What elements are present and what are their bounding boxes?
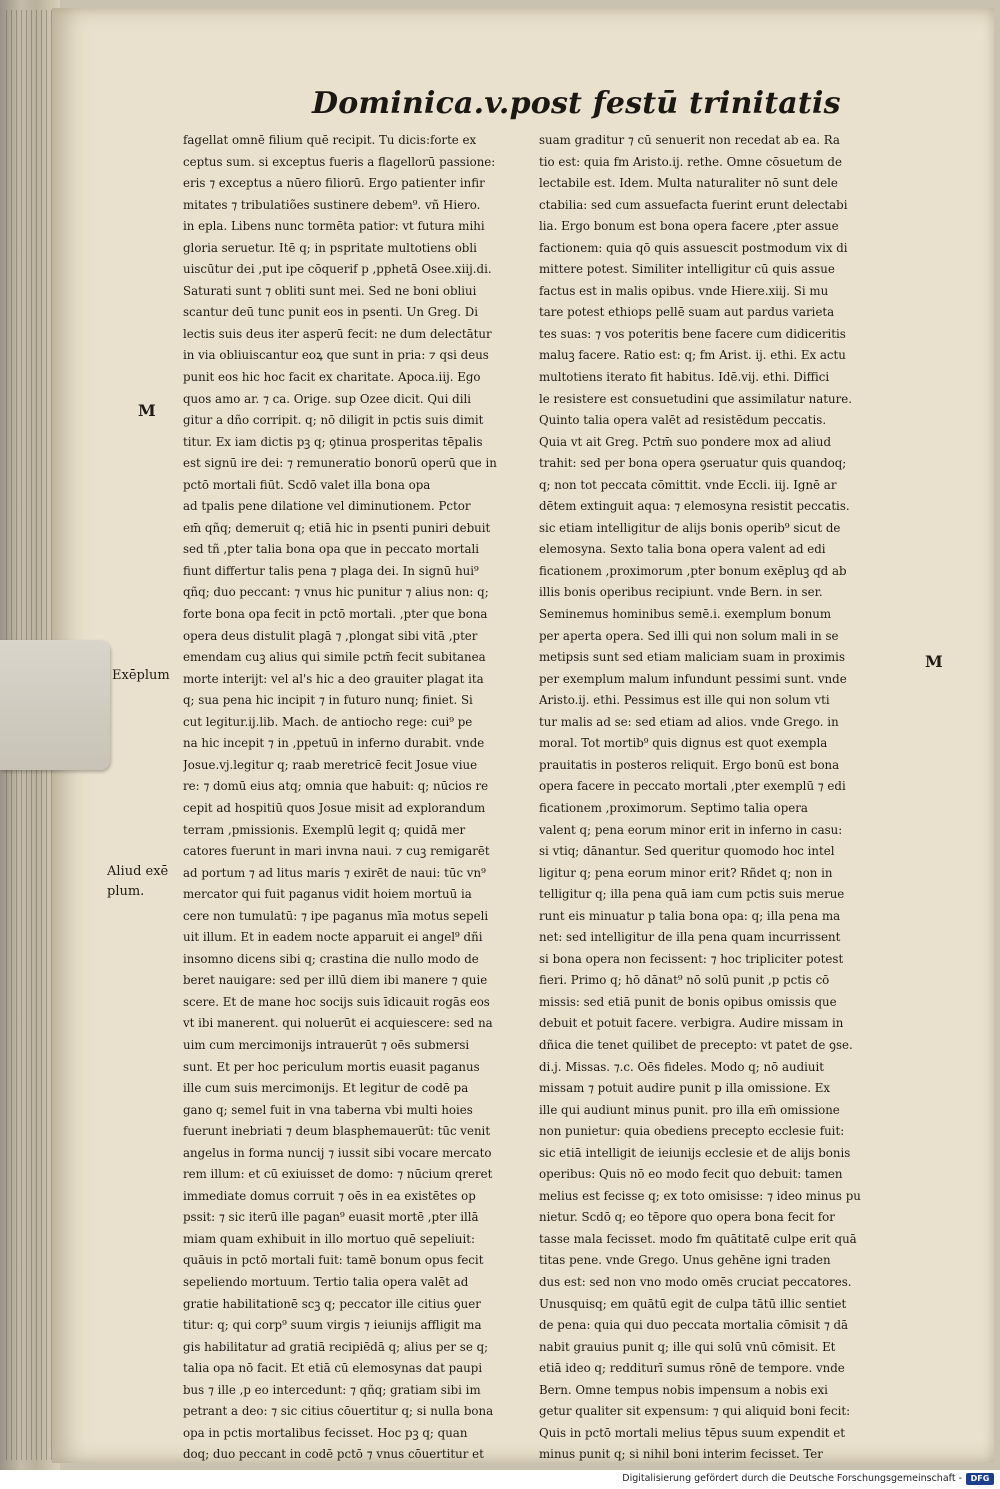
text-line: na hic incepit ⁊ in ,ppetuū in inferno durabit. vnde xyxy=(183,736,485,751)
text-line: em̄ qñq; demeruit q; etiā hic in psenti puniri debuit xyxy=(183,520,491,535)
text-line: gratie habilitationē scꝫ q; peccator ille citius ꝯuer xyxy=(183,1296,481,1311)
right-text-column xyxy=(539,130,904,1470)
text-line: metipsis sunt sed etiam maliciam suam in proximis xyxy=(539,650,845,665)
text-line: fuerunt inebriati ⁊ deum blasphemauerūt: tūc venit xyxy=(183,1124,491,1139)
text-line: gitur a dño corripit. q; nō diligit in pctis suis dimit xyxy=(183,413,484,428)
text-line: cut legitur.ij.lib. Mach. de antiocho rege: cui⁹ pe xyxy=(183,714,473,729)
text-line: titur: q; qui corp⁹ suum virgis ⁊ ieiunijs affligit ma xyxy=(183,1318,482,1333)
margin-note-m-left: M xyxy=(138,401,156,420)
text-line: mercator qui fuit paganus vidit hoiem mortuū ia xyxy=(183,887,472,902)
text-line: lectis suis deus iter asperū fecit: ne dum delectātur xyxy=(183,326,492,341)
text-line: multotiens iterato fit habitus. Idē.vij. ethi. Diffici xyxy=(539,370,830,385)
text-line: telligitur q; illa pena quā iam cum pctis suis merue xyxy=(539,887,845,902)
text-line: pssit: ⁊ sic iterū ille pagan⁹ euasit mortē ,pter illā xyxy=(183,1210,479,1225)
text-line: forte bona opa fecit in pctō mortali. ,pter que bona xyxy=(183,607,488,622)
text-line: minus punit q; si nihil boni interim fecisset. Ter xyxy=(539,1447,823,1462)
text-line: Quis in pctō mortali melius tēpus suum expendit et xyxy=(539,1425,845,1440)
text-line: tasse mala fecisset. modo fm quātitatē culpe erit quā xyxy=(539,1231,857,1246)
text-line: le resistere est consuetudini que assimilatur nature. xyxy=(539,391,852,406)
text-line: Saturati sunt ⁊ obliti sunt mei. Sed ne boni obliui xyxy=(183,283,477,298)
text-line: cere non tumulatū: ⁊ ipe paganus mīa motus sepeli xyxy=(183,908,489,923)
text-line: moral. Tot mortib⁹ quis dignus est quot exempla xyxy=(539,736,828,751)
text-line: titur. Ex iam dictis pꝫ q; ꝯtinua prosperitas tēpalis xyxy=(183,434,483,449)
text-line: missis: sed etiā punit de bonis opibus omissis que xyxy=(539,994,837,1009)
text-line: net: sed intelligitur de illa pena quam incurrissent xyxy=(539,930,841,945)
text-line: petrant a deo: ⁊ sic citius cōuertitur q; si nulla bona xyxy=(183,1404,494,1419)
text-line: dus est: sed non vno modo omēs cruciat peccatores. xyxy=(539,1274,852,1289)
text-line: tio est: quia fm Aristo.ij. rethe. Omne cōsuetum de xyxy=(539,154,842,169)
text-line: sic etiam intelligitur de alijs bonis operib⁹ sicut de xyxy=(539,520,841,535)
text-line: talia opa nō facit. Et etiā cū elemosynas dat paupi xyxy=(183,1361,483,1376)
text-line: in epla. Libens nunc tormēta patior: vt futura mihi xyxy=(183,219,485,234)
text-line: est signū ire dei: ⁊ remuneratio bonorū operū que in xyxy=(183,456,497,471)
text-line: prauitatis in posteros reliquit. Ergo bonū est bona xyxy=(539,757,840,772)
text-line: scantur deū tunc punit eos in psenti. Un Greg. Di xyxy=(183,305,479,320)
text-line: ficationem ,proximorum ,pter bonum exēpluꝫ qd ab xyxy=(539,563,847,578)
text-line: in via obliuiscantur eoꝝ que sunt in pria: ⁊ qsi deus xyxy=(183,348,489,363)
text-line: maluꝫ facere. Ratio est: q; fm Arist. ij. ethi. Ex actu xyxy=(539,348,846,363)
text-line: ad tpalis pene dilatione vel diminutionem. Pctor xyxy=(183,499,471,514)
text-line: quāuis in pctō mortali fuit: tamē bonum opus fecit xyxy=(183,1253,484,1268)
text-line: di.j. Missas. ⁊.c. Oēs fideles. Modo q; nō audiuit xyxy=(539,1059,825,1074)
text-line: fieri. Primo q; hō dānat⁹ nō solū punit ,p pctis cō xyxy=(539,973,830,988)
text-line: de pena: quia qui duo peccata mortalia cōmisit ⁊ dā xyxy=(539,1318,849,1333)
text-line: fagellat omnē filium quē recipit. Tu dicis:forte ex xyxy=(183,133,477,147)
text-line: opa in pctis mortalibus fecisset. Hoc pꝫ q; quan xyxy=(183,1425,468,1440)
text-line: Seminemus hominibus semē.i. exemplum bonum xyxy=(539,607,832,622)
text-line: ille qui audiunt minus punit. pro illa em̄ omissione xyxy=(539,1102,840,1117)
text-line: pctō mortali fiūt. Scdō valet illa bona opa xyxy=(183,477,431,492)
left-text-column xyxy=(183,130,548,1470)
text-line: opera facere in peccato mortali ,pter exemplū ⁊ edi xyxy=(539,779,846,794)
text-line: q; sua pena hic incipit ⁊ in futuro nunq; finiet. Si xyxy=(183,693,473,708)
text-line: dētem extinguit aqua: ⁊ elemosyna resistit peccatis. xyxy=(539,499,850,514)
text-line: ad portum ⁊ ad litus maris ⁊ exirēt de naui: tūc vn⁹ xyxy=(183,865,486,880)
text-line: bus ⁊ ille ,p eo intercedunt: ⁊ qñq; gratiam sibi im xyxy=(183,1382,481,1397)
margin-note-exemplum: Exēplum xyxy=(112,668,170,683)
text-line: Aristo.ij. ethi. Pessimus est ille qui non solum vti xyxy=(539,693,830,708)
text-line: q; non tot peccata cōmittit. vnde Eccli. iij. Ignē ar xyxy=(539,477,837,492)
dfg-logo: DFG xyxy=(966,1473,994,1485)
text-line: angelus in forma nuncij ⁊ iussit sibi vocare mercato xyxy=(183,1145,492,1160)
text-line: doq; duo peccant in codē pctō ⁊ vnus cōuertitur et xyxy=(183,1447,484,1462)
text-line: opera deus distulit plagā ⁊ ,plongat sibi vitā ,pter xyxy=(183,628,478,643)
text-line: miam quam exhibuit in illo mortuo quē sepeliuit: xyxy=(183,1231,475,1246)
text-line: vt ibi manerent. qui noluerūt ei acquiescere: sed na xyxy=(183,1016,493,1031)
text-line: operibus: Quis nō eo modo fecit quo debuit: tamen xyxy=(539,1167,843,1182)
text-line: scere. Et de mane hoc socijs suis īdicauit rogās eos xyxy=(183,994,490,1009)
text-line: getur qualiter sit expensum: ⁊ qui aliquid boni fecit: xyxy=(539,1404,851,1419)
text-line: morte interijt: vel al's hic a deo grauiter plagat ita xyxy=(183,671,484,686)
text-line: punit eos hic hoc facit ex charitate. Apoca.iij. Ego xyxy=(183,370,481,385)
text-line: si bona opera non fecissent: ⁊ hoc tripliciter potest xyxy=(539,951,844,966)
text-line: rem illum: et cū exiuisset de domo: ⁊ nūcium qreret xyxy=(183,1167,493,1182)
text-line: sic etiā intelligit de ieiunijs ecclesie et de alijs bonis xyxy=(539,1145,851,1160)
text-line: valent q; pena eorum minor erit in inferno in casu: xyxy=(539,822,843,837)
text-line: tur malis ad se: sed etiam ad alios. vnde Grego. in xyxy=(539,714,839,729)
text-line: mitates ⁊ tribulatiões sustinere debem⁹. vñ Hiero. xyxy=(183,197,481,212)
text-line: elemosyna. Sexto talia bona opera valent ad edi xyxy=(539,542,826,557)
text-line: trahit: sed per bona opera ꝯseruatur quis quandoq; xyxy=(539,456,847,471)
text-line: factus est in malis opibus. vnde Hiere.xiij. Si mu xyxy=(539,283,829,298)
text-line: insomno dicens sibi q; crastina die nullo modo de xyxy=(183,951,479,966)
footer-credit: Digitalisierung gefördert durch die Deutsche Forschungsgemeinschaft - xyxy=(622,1473,962,1484)
text-line: per aperta opera. Sed illi qui non solum mali in se xyxy=(539,628,839,643)
text-line: per exemplum malum infundunt pessimi sunt. vnde xyxy=(539,671,847,686)
text-line: cepit ad hospitiū quos Josue misit ad explorandum xyxy=(183,800,486,815)
text-line: missam ⁊ potuit audire punit p illa omissione. Ex xyxy=(539,1081,831,1096)
text-line: suam graditur ⁊ cū senuerit non recedat ab ea. Ra xyxy=(539,133,840,147)
text-line: immediate domus corruit ⁊ oēs in ea existētes op xyxy=(183,1188,476,1203)
text-line: ligitur q; pena eorum minor erit? Rñdet q; non in xyxy=(539,865,833,880)
text-line: uiscūtur dei ,put ipe cōquerif p ,pphetā Osee.xiij.di. xyxy=(183,262,492,277)
text-line: sed tñ ,pter talia bona opa que in peccato mortali xyxy=(183,542,480,557)
text-line: gloria seruetur. Itē q; in pspritate multotiens obli xyxy=(183,240,477,255)
text-line: nietur. Scdō q; eo tēpore quo opera bona fecit for xyxy=(539,1210,835,1225)
margin-note-aliud-exemplum: Aliud exē plum. xyxy=(107,864,169,899)
text-line: runt eis minuatur p talia bona opa: q; illa pena ma xyxy=(539,908,841,923)
text-line: re: ⁊ domū eius atq; omnia que habuit: q; nūcios re xyxy=(183,779,489,794)
text-line: Josue.vj.legitur q; raab meretricē fecit Josue viue xyxy=(183,757,478,772)
text-line: beret nauigare: sed per illū diem ibi manere ⁊ quie xyxy=(183,973,488,988)
text-line: melius est fecisse q; ex toto omisisse: ⁊ ideo minus pu xyxy=(539,1188,861,1203)
text-line: non punietur: quia obediens precepto ecclesie fuit: xyxy=(539,1124,845,1139)
text-line: uim cum mercimonijs intrauerūt ⁊ oēs submersi xyxy=(183,1037,470,1052)
text-line: ctabilia: sed cum assuefacta fuerint erunt delectabi xyxy=(539,197,848,212)
margin-note-m-right: M xyxy=(925,652,943,671)
text-line: catores fuerunt in mari invna naui. ⁊ cuꝫ remigarēt xyxy=(183,844,490,859)
text-line: terram ,pmissionis. Exemplū legit q; quidā mer xyxy=(183,822,466,837)
text-line: mittere potest. Similiter intelligitur cū quis assue xyxy=(539,262,835,277)
text-line: debuit et potuit facere. verbigra. Audire missam in xyxy=(539,1016,844,1031)
text-line: factionem: quia qō quis assuescit postmodum vix di xyxy=(539,240,848,255)
text-line: dñica die tenet quilibet de precepto: vt patet de ꝯse. xyxy=(539,1037,853,1052)
text-line: uit illum. Et in eadem nocte apparuit ei angel⁹ dñi xyxy=(183,930,483,945)
text-line: tare potest ethiops pellē suam aut pardus varieta xyxy=(539,305,835,320)
text-line: eris ⁊ exceptus a nūero filiorū. Ergo patienter infir xyxy=(183,176,485,191)
page-header: Dominica.v.post festū trinitatis xyxy=(312,86,841,121)
text-line: si vtiq; dānantur. Sed queritur quomodo hoc intel xyxy=(539,844,835,859)
text-line: sepeliendo mortuum. Tertio talia opera valēt ad xyxy=(183,1274,469,1289)
text-line: Unusquisq; em quātū egit de culpa tātū illic sentiet xyxy=(539,1296,847,1311)
text-line: illis bonis operibus recipiunt. vnde Bern. in ser. xyxy=(539,585,823,600)
text-line: Bern. Omne tempus nobis impensum a nobis exi xyxy=(539,1382,828,1397)
text-line: fiunt differtur talis pena ⁊ plaga dei. In signū hui⁹ xyxy=(183,563,479,578)
text-line: etiā ideo q; redditurī sumus rōnē de tempore. vnde xyxy=(539,1361,845,1376)
text-line: Quia vt ait Greg. Pctm̄ suo pondere mox ad aliud xyxy=(539,434,832,449)
text-line: gis habilitatur ad gratiā recipiēdā q; alius per se q; xyxy=(183,1339,489,1354)
text-line: quos amo ar. ⁊ ca. Orige. sup Ozee dicit. Qui dili xyxy=(183,391,472,406)
text-line: gano q; semel fuit in vna taberna vbi multi hoies xyxy=(183,1102,473,1117)
text-line: lectabile est. Idem. Multa naturaliter nō sunt dele xyxy=(539,176,838,191)
text-line: ille cum suis mercimonijs. Et legitur de codē pa xyxy=(183,1081,469,1096)
text-line: Quinto talia opera valēt ad resistēdum peccatis. xyxy=(539,413,827,428)
text-line: emendam cuꝫ alius qui simile pctm̄ fecit subitanea xyxy=(183,650,486,665)
page-clip xyxy=(0,640,110,770)
text-line: ficationem ,proximorum. Septimo talia opera xyxy=(539,800,808,815)
text-line: titas pene. vnde Grego. Unus gehēne igni traden xyxy=(539,1253,831,1268)
text-line: tes suas: ⁊ vos poteritis bene facere cum didiceritis xyxy=(539,326,846,341)
text-line: ceptus sum. si exceptus fueris a flagellorū passione: xyxy=(183,154,496,169)
text-line: sunt. Et per hoc periculum mortis euasit paganus xyxy=(183,1059,480,1074)
text-line: qñq; duo peccant: ⁊ vnus hic punitur ⁊ alius non: q; xyxy=(183,585,489,600)
text-line: lia. Ergo bonum est bona opera facere ,pter assue xyxy=(539,219,839,234)
text-line: nabit grauius punit q; ille qui solū vnū cōmisit. Et xyxy=(539,1339,836,1354)
